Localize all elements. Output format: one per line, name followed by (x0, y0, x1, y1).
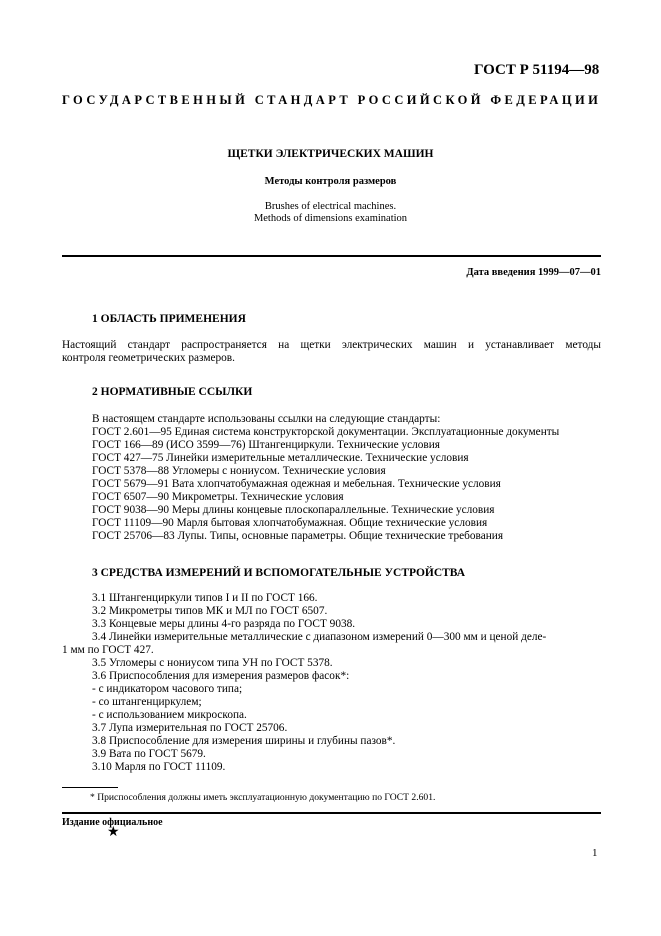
reference-item: ГОСТ 166—89 (ИСО 3599—76) Штангенциркули. Технические условия (92, 439, 440, 451)
document-number: ГОСТ Р 51194—98 (474, 62, 600, 78)
list-item: 3.3 Концевые меры длины 4-го разряда по ГОСТ 9038. (92, 618, 356, 630)
list-item: 3.8 Приспособление для измерения ширины и глубины пазов*. (92, 735, 396, 747)
document-title: ЩЕТКИ ЭЛЕКТРИЧЕСКИХ МАШИН (227, 148, 434, 160)
list-item: 3.10 Марля по ГОСТ 11109. (92, 761, 226, 773)
list-item: 3.7 Лупа измерительная по ГОСТ 25706. (92, 722, 288, 734)
document-subtitle: Методы контроля размеров (264, 176, 397, 187)
list-item: 3.1 Штангенциркули типов I и II по ГОСТ 166. (92, 592, 318, 604)
section-2-heading: 2 НОРМАТИВНЫЕ ССЫЛКИ (92, 386, 253, 398)
reference-item: ГОСТ 5378—88 Угломеры с нониусом. Технические условия (92, 465, 386, 477)
reference-item: ГОСТ 2.601—95 Единая система конструкторской документации. Эксплуатационные документы (92, 426, 560, 438)
star-icon: ★ (107, 825, 120, 840)
english-title-line-2: Methods of dimensions examination (253, 213, 408, 224)
section-1-heading: 1 ОБЛАСТЬ ПРИМЕНЕНИЯ (92, 313, 246, 325)
reference-item: ГОСТ 9038—90 Меры длины концевые плоскопараллельные. Технические условия (92, 504, 495, 516)
page-number: 1 (592, 847, 598, 859)
footnote-divider (62, 787, 118, 788)
footer-divider (62, 812, 601, 814)
list-item: 3.4 Линейки измерительные металлические с диапазоном измерений 0—300 мм и ценой деле- (92, 631, 547, 643)
reference-item: ГОСТ 11109—90 Марля бытовая хлопчатобумажная. Общие технические условия (92, 517, 488, 529)
sub-list-item: - с индикатором часового типа; (92, 683, 243, 695)
references-intro: В настоящем стандарте использованы ссылки на следующие стандарты: (92, 413, 441, 425)
english-title-line-1: Brushes of electrical machines. (264, 201, 397, 212)
introduction-date: Дата введения 1999—07—01 (466, 267, 601, 278)
section-1-text-line-2: контроля геометрических размеров. (62, 352, 235, 364)
reference-item: ГОСТ 6507—90 Микрометры. Технические условия (92, 491, 344, 503)
section-1-text-line-1: Настоящий стандарт распространяется на щетки электрических машин и устанавливает методы (62, 339, 601, 351)
list-item-continuation: 1 мм по ГОСТ 427. (62, 644, 154, 656)
sub-list-item: - с использованием микроскопа. (92, 709, 247, 721)
reference-item: ГОСТ 5679—91 Вата хлопчатобумажная одежная и мебельная. Технические условия (92, 478, 501, 490)
reference-item: ГОСТ 427—75 Линейки измерительные металлические. Технические условия (92, 452, 469, 464)
list-item: 3.6 Приспособления для измерения размеров фасок*: (92, 670, 350, 682)
list-item: 3.5 Угломеры с нониусом типа УН по ГОСТ 5378. (92, 657, 333, 669)
state-standard-banner: ГОСУДАРСТВЕННЫЙ СТАНДАРТ РОССИЙСКОЙ ФЕДЕРАЦИИ (62, 93, 602, 107)
sub-list-item: - со штангенциркулем; (92, 696, 202, 708)
footnote: * Приспособления должны иметь эксплуатационную документацию по ГОСТ 2.601. (90, 792, 436, 803)
official-edition-label: Издание официальное (62, 817, 163, 828)
title-divider (62, 255, 601, 257)
reference-item: ГОСТ 25706—83 Лупы. Типы, основные параметры. Общие технические требования (92, 530, 504, 542)
section-3-heading: 3 СРЕДСТВА ИЗМЕРЕНИЙ И ВСПОМОГАТЕЛЬНЫЕ УСТРОЙСТВА (92, 567, 466, 579)
list-item: 3.9 Вата по ГОСТ 5679. (92, 748, 206, 760)
list-item: 3.2 Микрометры типов МК и МЛ по ГОСТ 6507. (92, 605, 328, 617)
